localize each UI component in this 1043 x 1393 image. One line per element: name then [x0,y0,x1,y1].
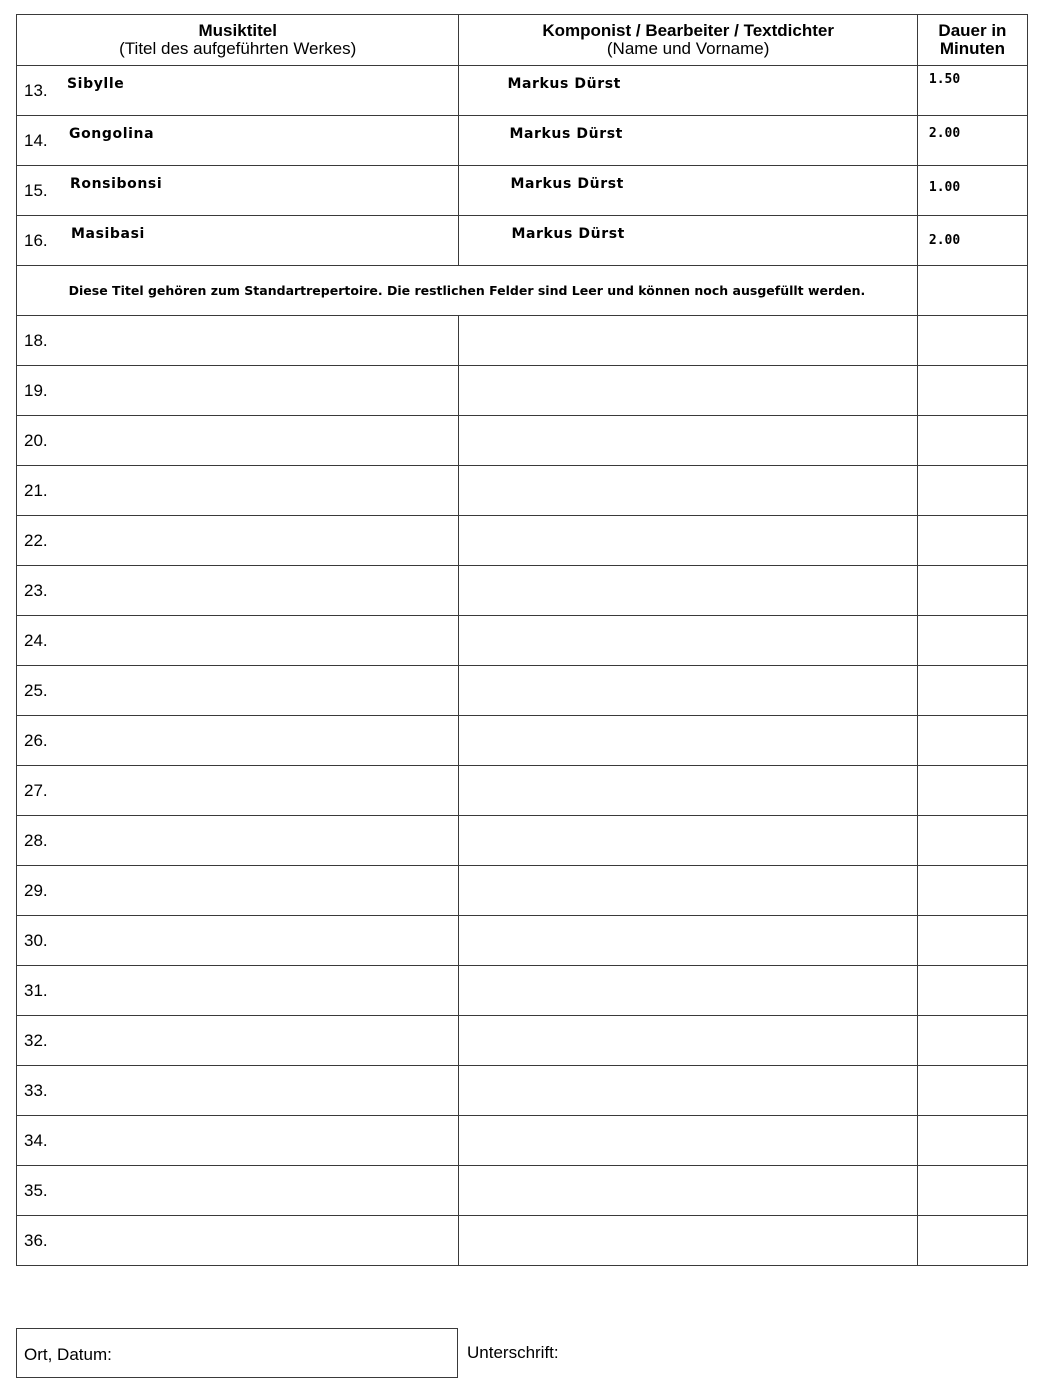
row-number: 15. [24,181,48,200]
column-header-composer-sub: (Name und Vorname) [606,39,770,58]
composer-cell[interactable] [459,1016,917,1066]
table-row [17,716,1028,766]
duration-cell[interactable] [917,266,1027,316]
column-header-composer-main: Komponist / Bearbeiter / Textdichter [542,21,834,40]
place-date-label: Ort, Datum: [24,1345,112,1364]
composer-cell[interactable] [459,966,917,1016]
table-row [17,666,1028,716]
column-header-duration [917,15,1027,66]
composer-cell[interactable] [459,516,917,566]
duration-cell[interactable] [917,1166,1027,1216]
composer-cell[interactable] [459,166,917,216]
table-row [17,616,1028,666]
row-number: 19. [24,381,48,400]
duration-cell[interactable] [917,166,1027,216]
composer-cell[interactable] [459,366,917,416]
row-number: 26. [24,731,48,750]
title-cell[interactable] [17,816,459,866]
row-number: 31. [24,981,48,1000]
row-number: 28. [24,831,48,850]
duration-cell[interactable] [917,766,1027,816]
composer-name: Markus Dürst [511,226,625,242]
composer-name: Markus Dürst [510,176,624,192]
title-cell[interactable] [17,466,459,516]
duration-cell[interactable] [917,916,1027,966]
row-number: 34. [24,1131,48,1150]
duration-cell[interactable] [917,666,1027,716]
duration-cell[interactable] [917,616,1027,666]
title-cell[interactable] [17,716,459,766]
title-cell[interactable] [17,1066,459,1116]
duration-cell[interactable] [917,316,1027,366]
repertoire-table [16,14,1028,1266]
row-number: 22. [24,531,48,550]
row-number: 27. [24,781,48,800]
column-header-title-sub: (Titel des aufgeführten Werkes) [119,39,357,58]
table-row [17,416,1028,466]
duration-cell[interactable] [917,966,1027,1016]
table-row [17,1216,1028,1266]
table-row [17,66,1028,116]
table-row [17,916,1028,966]
row-number: 33. [24,1081,48,1100]
music-title: Masibasi [71,226,145,242]
table-row [17,1016,1028,1066]
composer-cell[interactable] [459,666,917,716]
title-cell[interactable] [17,66,459,116]
title-cell[interactable] [17,116,459,166]
title-cell[interactable] [17,966,459,1016]
row-number: 30. [24,931,48,950]
title-cell[interactable] [17,1216,459,1266]
duration-cell[interactable] [917,1016,1027,1066]
column-header-duration-line1: Dauer in [938,21,1007,40]
duration-cell[interactable] [917,366,1027,416]
title-cell[interactable] [17,216,459,266]
composer-cell[interactable] [459,66,917,116]
row-number: 35. [24,1181,48,1200]
composer-cell[interactable] [459,916,917,966]
row-number: 13. [24,81,48,100]
title-cell[interactable] [17,916,459,966]
title-cell[interactable] [17,316,459,366]
table-row [17,1116,1028,1166]
place-date-field[interactable] [16,1328,458,1378]
duration-cell[interactable] [917,816,1027,866]
column-header-title-main: Musiktitel [198,21,277,40]
title-cell[interactable] [17,566,459,616]
duration-cell[interactable] [917,1216,1027,1266]
row-number: 23. [24,581,48,600]
duration-cell[interactable] [917,516,1027,566]
composer-cell[interactable] [459,1216,917,1266]
table-row [17,366,1028,416]
composer-cell[interactable] [459,216,917,266]
row-number: 14. [24,131,48,150]
title-cell[interactable] [17,616,459,666]
music-title: Sibylle [67,76,125,92]
composer-cell[interactable] [459,466,917,516]
duration-cell[interactable] [917,416,1027,466]
title-cell[interactable] [17,416,459,466]
title-cell[interactable] [17,1166,459,1216]
composer-cell[interactable] [459,716,917,766]
title-cell[interactable] [17,766,459,816]
note-row [17,266,1028,316]
signature-label: Unterschrift: [467,1343,559,1362]
row-number: 29. [24,881,48,900]
row-number: 20. [24,431,48,450]
table-row [17,816,1028,866]
duration-value: 1.00 [928,180,961,195]
column-header-duration-line2: Minuten [939,39,1006,58]
composer-cell[interactable] [459,816,917,866]
table-row [17,966,1028,1016]
composer-cell[interactable] [459,616,917,666]
composer-cell[interactable] [459,766,917,816]
table-row [17,1066,1028,1116]
title-cell[interactable] [17,516,459,566]
duration-cell[interactable] [917,116,1027,166]
duration-cell[interactable] [917,466,1027,516]
table-row [17,166,1028,216]
row-number: 18. [24,331,48,350]
title-cell[interactable] [17,1116,459,1166]
table-row [17,766,1028,816]
column-header-composer [459,15,917,66]
row-number: 21. [24,481,48,500]
table-row [17,316,1028,366]
row-number: 32. [24,1031,48,1050]
composer-cell[interactable] [459,116,917,166]
composer-name: Markus Dürst [507,76,621,92]
duration-value: 1.50 [928,72,961,87]
title-cell[interactable] [17,366,459,416]
table-row [17,466,1028,516]
table-row [17,866,1028,916]
composer-cell[interactable] [459,316,917,366]
composer-cell[interactable] [459,1116,917,1166]
composer-name: Markus Dürst [509,126,623,142]
composer-cell[interactable] [459,866,917,916]
table-header-row [17,15,1028,66]
duration-cell[interactable] [917,716,1027,766]
column-header-title [17,15,459,66]
duration-value: 2.00 [928,233,961,248]
duration-cell[interactable] [917,866,1027,916]
music-title: Ronsibonsi [70,176,163,192]
table-row [17,516,1028,566]
duration-cell[interactable] [917,1116,1027,1166]
table-row [17,216,1028,266]
row-number: 25. [24,681,48,700]
title-cell[interactable] [17,666,459,716]
duration-cell[interactable] [917,1066,1027,1116]
duration-value: 2.00 [928,126,961,141]
row-number: 16. [24,231,48,250]
table-row [17,1166,1028,1216]
composer-cell[interactable] [459,1166,917,1216]
table-row [17,566,1028,616]
row-number: 24. [24,631,48,650]
repertoire-note: Diese Titel gehören zum Standartrepertoire. Die restlichen Felder sind Leer und können noch ausgefüllt werden. [17,266,918,316]
duration-cell[interactable] [917,66,1027,116]
composer-cell[interactable] [459,1066,917,1116]
table-row [17,116,1028,166]
duration-cell[interactable] [917,566,1027,616]
title-cell[interactable] [17,166,459,216]
composer-cell[interactable] [459,416,917,466]
composer-cell[interactable] [459,566,917,616]
row-number: 36. [24,1231,48,1250]
duration-cell[interactable] [917,216,1027,266]
music-title: Gongolina [69,126,155,142]
title-cell[interactable] [17,1016,459,1066]
title-cell[interactable] [17,866,459,916]
